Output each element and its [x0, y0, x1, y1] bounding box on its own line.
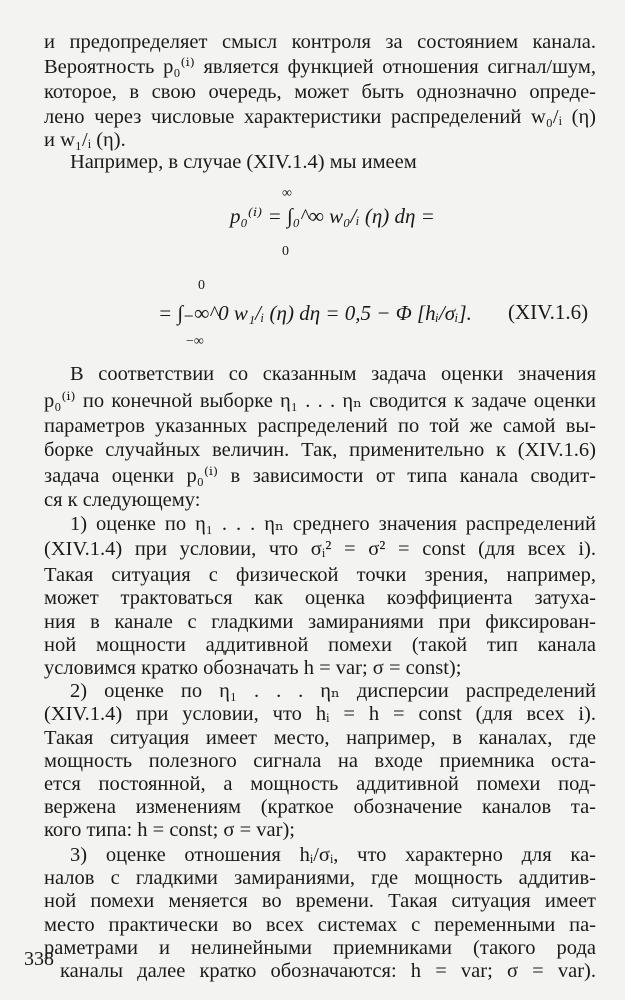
- text-line: 3) оценке отношения hᵢ/σᵢ, что характерно для ка-: [70, 844, 596, 866]
- text-line: Такая ситуация имеет место, например, в каналах, где: [44, 727, 596, 749]
- text-line: место практически во всех системах с переменными па-: [44, 914, 596, 936]
- formula-line-1: [230, 203, 435, 229]
- text-line: налов с гладкими замираниями, где мощность аддитив-: [44, 867, 596, 889]
- formula-text: = ∫₋∞^0 w₁/ᵢ (η) dη = 0,5 − Φ [hᵢ/σᵢ].: [158, 301, 472, 325]
- text-line: Например, в случае (XIV.1.4) мы имеем: [70, 151, 417, 173]
- text-line: задача оценки p₀⁽ⁱ⁾ в зависимости от типа канала сводит-: [44, 465, 596, 487]
- formula-line-2: [158, 300, 472, 326]
- text-line: и w₁/ᵢ (η).: [44, 129, 126, 151]
- text-line: каналы далее кратко обозначаются: h = var; σ = var).: [60, 960, 596, 982]
- text-line: ния в канале с гладкими замираниями при фиксирован-: [44, 611, 596, 633]
- text-line: (XIV.1.4) при условии, что σᵢ² = σ² = const (для всех i).: [44, 538, 596, 560]
- formula-text: p₀⁽ⁱ⁾ = ∫₀^∞ w₀/ᵢ (η) dη =: [230, 204, 435, 228]
- text-line: кого типа: h = const; σ = var);: [44, 819, 295, 841]
- text-line: которое, в свою очередь, может быть однозначно опреде-: [44, 81, 596, 103]
- text-line: мощность полезного сигнала на входе приемника оста-: [44, 750, 596, 772]
- text-line: вержена изменениям (краткое обозначение каналов та-: [44, 796, 596, 818]
- integral-lower-limit: 0: [282, 244, 289, 259]
- integral-upper-limit: 0: [198, 278, 205, 293]
- text-line: может трактоваться как оценка коэффициента затуха-: [44, 587, 596, 609]
- text-line: Вероятность p₀⁽ⁱ⁾ является функцией отношения сигнал/шум,: [44, 56, 596, 78]
- page-number: 338: [24, 948, 54, 970]
- text-line: борке случайных величин. Так, применительно к (XIV.1.6): [44, 439, 596, 461]
- text-line: ется постоянной, а мощность аддитивной помехи под-: [44, 773, 596, 795]
- equation-number: (XIV.1.6): [508, 300, 589, 324]
- text-line: лено через числовые характеристики распределений w₀/ᵢ (η): [44, 106, 596, 128]
- text-line: (XIV.1.4) при условии, что hᵢ = h = const (для всех i).: [44, 703, 596, 725]
- text-line: В соответствии со сказанным задача оценки значения: [70, 363, 596, 385]
- integral-upper-limit: ∞: [282, 186, 292, 201]
- text-line: ной мощности аддитивной помехи (такой тип канала: [44, 634, 596, 656]
- text-line: раметрами и нелинейными приемниками (такого рода: [44, 937, 596, 959]
- text-line: 2) оценке по η₁ . . . ηₙ дисперсии распределений: [70, 680, 596, 702]
- text-line: и предопределяет смысл контроля за состоянием канала.: [44, 31, 596, 53]
- text-line: Такая ситуация с физической точки зрения, например,: [44, 564, 596, 586]
- text-line: параметров указанных распределений по той же самой вы-: [44, 415, 596, 437]
- text-line: ся к следующему:: [44, 489, 201, 511]
- text-line: условимся кратко обозначать h = var; σ = const);: [44, 657, 462, 679]
- integral-lower-limit: −∞: [186, 334, 204, 349]
- text-line: ной помехи меняется во времени. Такая ситуация имеет: [44, 890, 596, 912]
- text-line: 1) оценке по η₁ . . . ηₙ среднего значения распределений: [70, 513, 596, 535]
- text-line: p₀⁽ⁱ⁾ по конечной выборке η₁ . . . ηₙ сводится к задаче оценки: [44, 390, 596, 412]
